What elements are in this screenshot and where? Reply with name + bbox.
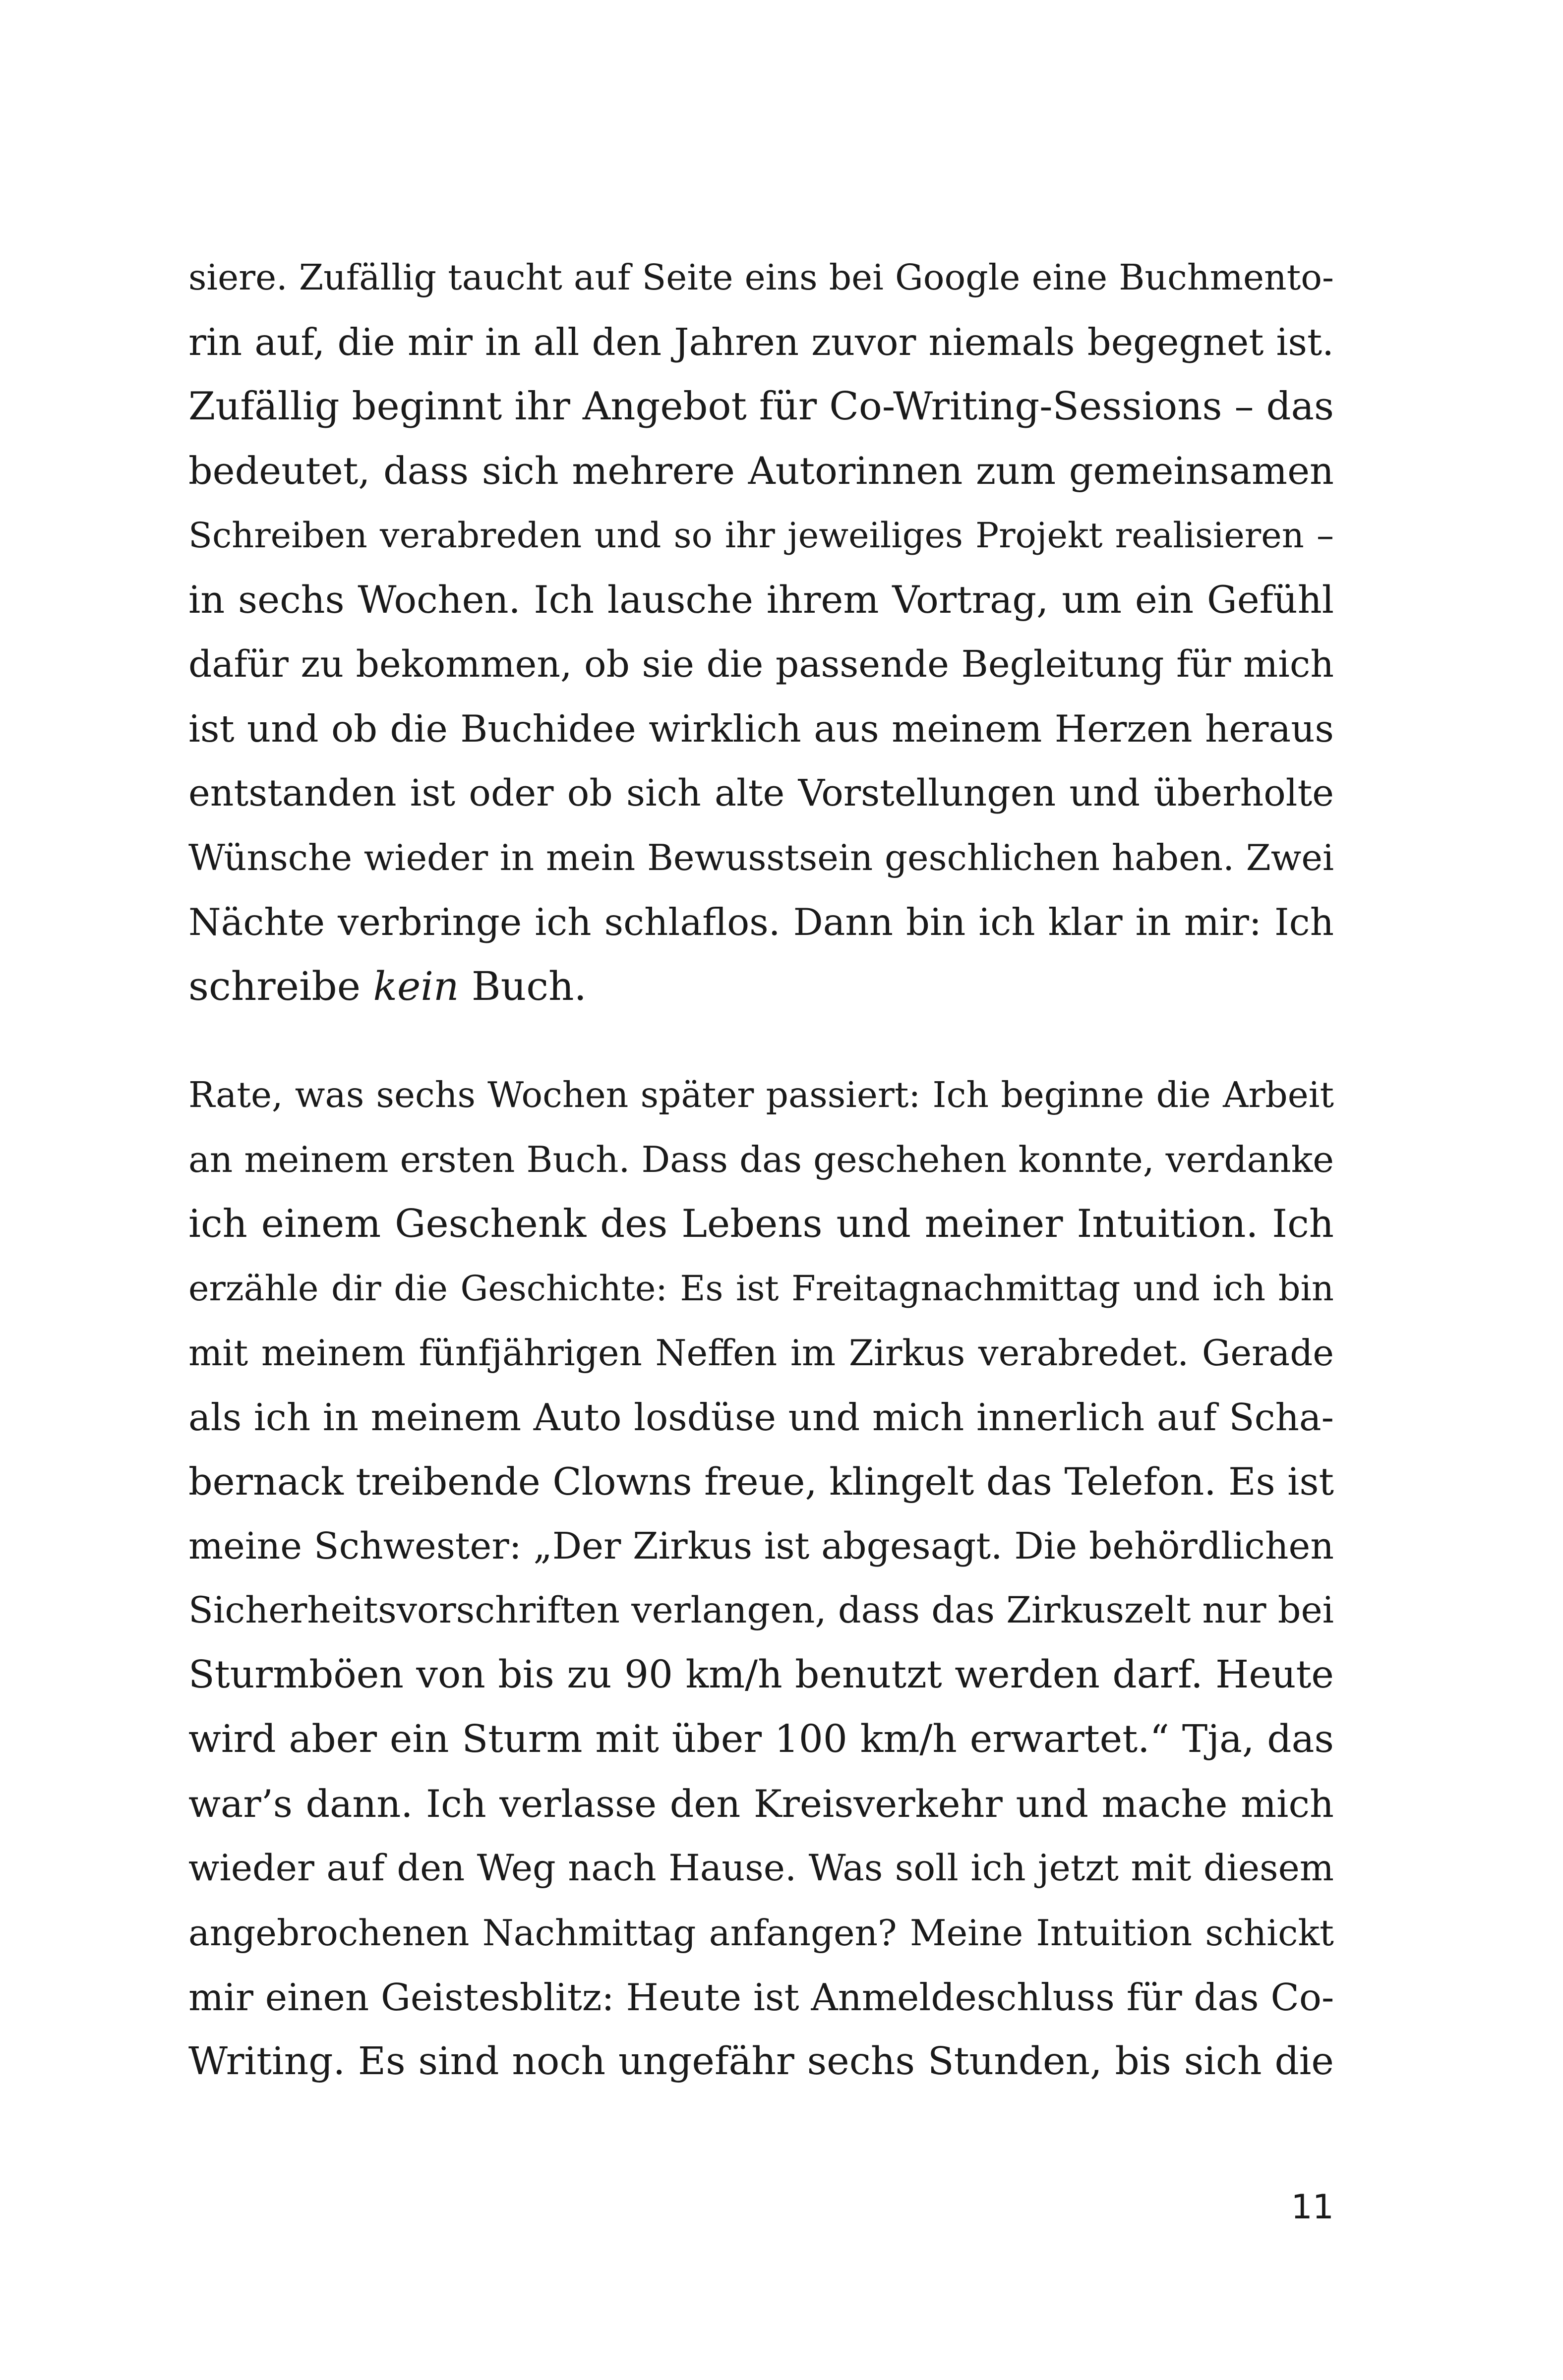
text-line: bernack treibende Clowns freue, klingelt das Telefon. Es ist — [188, 1459, 1334, 1504]
text-line: rin auf, die mir in all den Jahren zuvor niemals begegnet ist. — [188, 320, 1334, 364]
text-run: Buch. — [459, 963, 587, 1009]
text-line: wird aber ein Sturm mit über 100 km/h erwartet.“ Tja, das — [188, 1717, 1334, 1761]
text-line: ich einem Geschenk des Lebens und meiner Intuition. Ich — [188, 1202, 1334, 1246]
text-line: mit meinem fünfjährigen Neffen im Zirkus verabredet. Gerade — [188, 1332, 1334, 1374]
text-line: an meinem ersten Buch. Dass das geschehen konnte, verdanke — [188, 1139, 1334, 1180]
text-line-last — [188, 954, 1334, 1019]
text-line: meine Schwester: „Der Zirkus ist abgesagt. Die behördlichen — [188, 1525, 1334, 1567]
paragraph-1 — [188, 245, 1334, 1019]
emphasized-word: kein — [373, 963, 459, 1009]
text-line: Zufällig beginnt ihr Angebot für Co-Writing-Sessions – das — [188, 384, 1334, 429]
text-line: angebrochenen Nachmittag anfangen? Meine Intuition schickt — [188, 1912, 1334, 1954]
text-line: Sicherheitsvorschriften verlangen, dass das Zirkuszelt nur bei — [188, 1589, 1334, 1631]
text-line: Wünsche wieder in mein Bewusstsein geschlichen haben. Zwei — [188, 837, 1334, 878]
paragraph-2 — [188, 1063, 1334, 2094]
text-line: erzähle dir die Geschichte: Es ist Freitagnachmittag und ich bin — [188, 1268, 1334, 1309]
text-line: Schreiben verabreden und so ihr jeweiliges Projekt realisieren – — [188, 515, 1334, 556]
text-line: war’s dann. Ich verlasse den Kreisverkehr und mache mich — [188, 1782, 1334, 1826]
text-line: Sturmböen von bis zu 90 km/h benutzt werden darf. Heute — [188, 1653, 1334, 1697]
page-number: 11 — [1291, 2188, 1334, 2227]
text-line: wieder auf den Weg nach Hause. Was soll ich jetzt mit diesem — [188, 1847, 1334, 1889]
text-line: in sechs Wochen. Ich lausche ihrem Vortrag, um ein Gefühl — [188, 578, 1334, 622]
text-line: Writing. Es sind noch ungefähr sechs Stunden, bis sich die — [188, 2039, 1334, 2084]
text-line: bedeutet, dass sich mehrere Autorinnen zum gemeinsamen — [188, 449, 1334, 493]
text-line: mir einen Geistesblitz: Heute ist Anmeldeschluss für das Co- — [188, 1975, 1334, 2019]
text-line: siere. Zufällig taucht auf Seite eins bei Google eine Buchmento- — [188, 257, 1334, 298]
text-line: Nächte verbringe ich schlaflos. Dann bin ich klar in mir: Ich — [188, 900, 1334, 944]
text-line: entstanden ist oder ob sich alte Vorstellungen und überholte — [188, 772, 1334, 814]
text-line: Rate, was sechs Wochen später passiert: Ich beginne die Arbeit — [188, 1074, 1334, 1115]
text-line: ist und ob die Buchidee wirklich aus meinem Herzen heraus — [188, 707, 1334, 751]
text-line: als ich in meinem Auto losdüse und mich innerlich auf Scha- — [188, 1395, 1334, 1439]
text-line: dafür zu bekommen, ob sie die passende Begleitung für mich — [188, 643, 1334, 686]
text-run: schreibe — [188, 963, 373, 1009]
